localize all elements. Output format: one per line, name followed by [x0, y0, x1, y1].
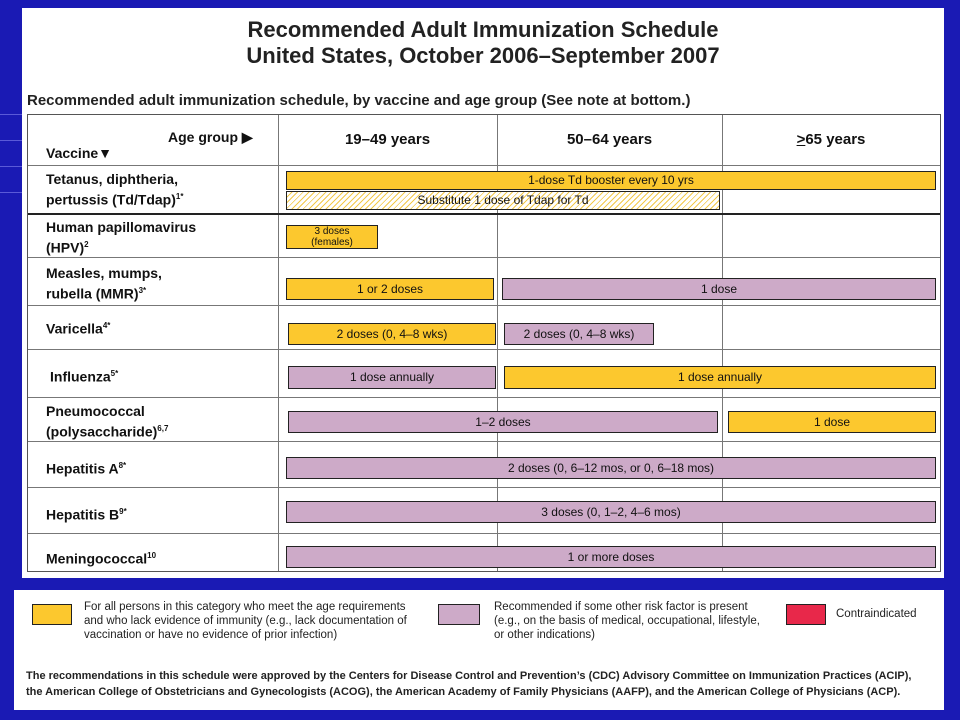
mmr-bar-50-plus: 1 dose [502, 278, 936, 300]
vaccine-name-hepatitis-b: Hepatitis $B^{9*}$ [46, 506, 127, 523]
pneumococcal-bar-65-plus: 1 dose [728, 411, 936, 433]
vaccine-name-td: Tetanus, diphtheria, pertussis (Td/Tdap)$^{1*}$ [46, 171, 184, 208]
vaccine-name-meningococcal: Meningococcal$^{10}$ [46, 550, 157, 567]
hepatitis-b-bar: 3 doses (0, 1–2, 4–6 mos) [286, 501, 936, 523]
legend-text-purple: Recommended if some other risk factor is present (e.g., on the basis of medical, occupational, lifestyle, or other indications) [494, 601, 760, 641]
vaccine-name-mmr: Measles, mumps, rubella (MMR)$^{3*}$ [46, 265, 162, 302]
vaccine-name-influenza: Influenza$^{5*}$ [50, 368, 119, 385]
slide-stripe [0, 140, 22, 141]
age-group-header: Age group ▶ [168, 129, 253, 145]
td-booster-bar: 1-dose Td booster every 10 yrs [286, 171, 936, 190]
title-line-1: Recommended Adult Immunization Schedule [247, 17, 719, 42]
slide-stripe [0, 114, 22, 115]
legend-swatch-red [786, 604, 826, 625]
vaccine-name-hepatitis-a: Hepatitis $A^{8*}$ [46, 460, 127, 477]
legend-panel [14, 590, 944, 710]
vaccine-name-pneumococcal: Pneumococcal (polysaccharide)$^{6,7}$ [46, 403, 169, 440]
hpv-bar: 3 doses (females) [286, 225, 378, 249]
legend-swatch-yellow [32, 604, 72, 625]
legend-swatch-purple [438, 604, 480, 625]
column-header-65-plus: >65 years [796, 131, 866, 148]
vaccine-name-varicella: Varicella$^{4*}$ [46, 320, 111, 337]
vaccine-name-hpv: Human papillomavirus (HPV)$^2$ [46, 219, 197, 256]
column-header-50-64: 50–64 years [566, 131, 653, 148]
hepatitis-a-bar: 2 doses (0, 6–12 mos, or 0, 6–18 mos) [286, 457, 936, 479]
tdap-substitute-bar: Substitute 1 dose of Tdap for Td [286, 191, 720, 210]
approval-footnote: The recommendations in this schedule were approved by the Centers for Disease Control and Prevention’s (CDC) Advisory Committee on Immunization Practices (ACIP), the American College of Obstetricians and Gynecologists (ACOG), the American Academy of Family Physicians (AAFP), and the American College of Physicians (ACP). [26, 670, 912, 698]
legend-text-red: Contraindicated [836, 608, 917, 620]
legend-text-yellow: For all persons in this category who meet the age requirements and who lack evidence of immunity (e.g., lack documentation of vaccination or have no evidence of prior infection) [84, 601, 407, 641]
mmr-bar-19-49: 1 or 2 doses [286, 278, 494, 300]
influenza-bar-50-plus: 1 dose annually [504, 366, 936, 389]
pneumococcal-bar-19-64: 1–2 doses [288, 411, 718, 433]
slide-stripe [0, 166, 22, 167]
schedule-subtitle: Recommended adult immunization schedule, by vaccine and age group (See note at bottom.) [27, 92, 691, 109]
varicella-bar-19-49: 2 doses (0, 4–8 wks) [288, 323, 496, 345]
influenza-bar-19-49: 1 dose annually [288, 366, 496, 389]
column-header-19-49: 19–49 years [344, 131, 431, 148]
title-line-2: United States, October 2006–September 2007 [246, 43, 720, 68]
vaccine-header: Vaccine▼ [46, 145, 113, 161]
slide-stripe [0, 192, 22, 193]
schedule-table [27, 114, 941, 572]
column-divider [278, 115, 279, 571]
varicella-bar-50-64: 2 doses (0, 4–8 wks) [504, 323, 654, 345]
schedule-panel [22, 8, 944, 578]
meningococcal-bar: 1 or more doses [286, 546, 936, 568]
